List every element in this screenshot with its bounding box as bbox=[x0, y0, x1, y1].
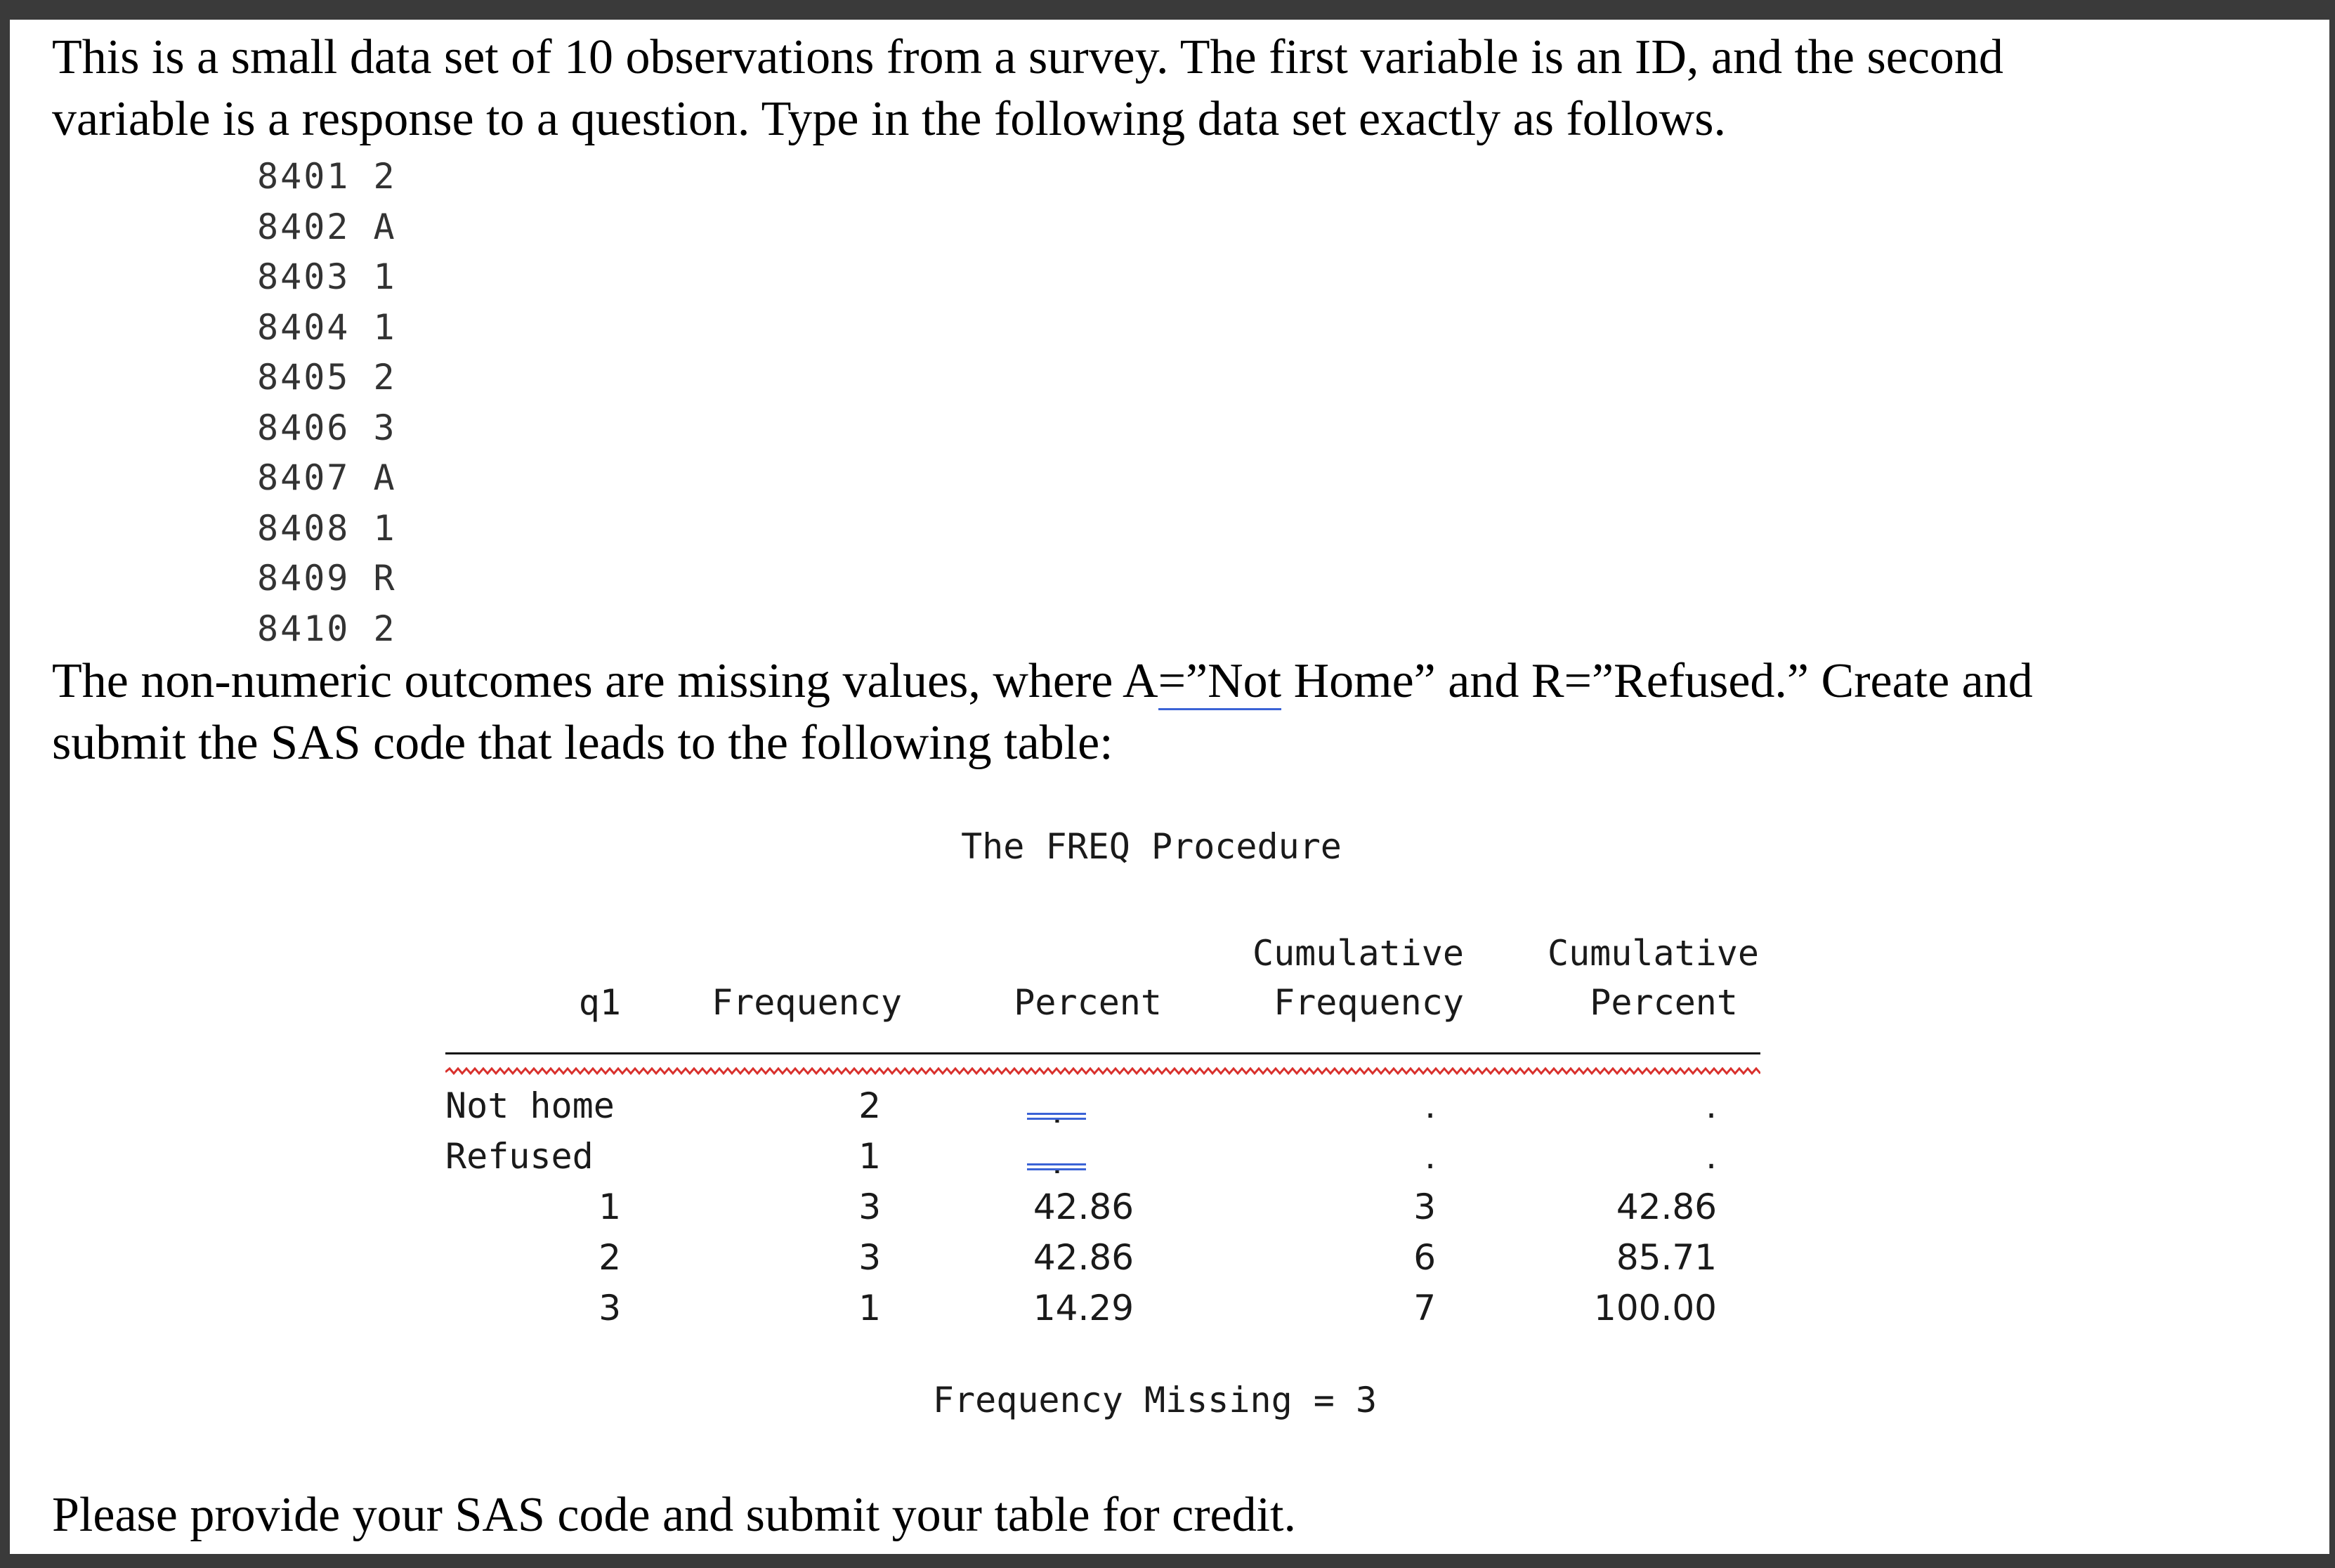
data-row: 8407 A bbox=[257, 457, 397, 498]
row-q1-label: Refused bbox=[445, 1136, 594, 1177]
row-frequency: 3 bbox=[858, 1187, 881, 1227]
data-row: 8402 A bbox=[257, 206, 397, 247]
intro-paragraph bbox=[52, 27, 2300, 150]
row-cum-percent: . bbox=[1706, 1136, 1717, 1177]
data-row: 8404 1 bbox=[257, 306, 397, 348]
row-q1-label: 2 bbox=[599, 1237, 621, 1278]
spelling-error-underline bbox=[445, 1066, 1760, 1076]
row-cum-percent: 85.71 bbox=[1616, 1237, 1717, 1278]
row-q1-label: Not home bbox=[445, 1085, 615, 1126]
row-cum-percent: . bbox=[1706, 1085, 1717, 1126]
row-q1-label: 3 bbox=[599, 1288, 621, 1328]
row-frequency: 1 bbox=[858, 1136, 881, 1177]
grammar-flagged-text[interactable]: =”Not bbox=[1158, 654, 1282, 710]
missing-note-text-before: The non-numeric outcomes are missing values, where A bbox=[52, 654, 1158, 708]
missing-note-text-after: Home” and R=”Refused.” Create and bbox=[1281, 654, 2033, 708]
row-percent: 42.86 bbox=[1033, 1187, 1134, 1227]
col-header-cum-pct-bottom: Percent bbox=[1590, 982, 1738, 1023]
row-cum-percent: 42.86 bbox=[1616, 1187, 1717, 1227]
grammar-double-underline bbox=[1027, 1163, 1086, 1170]
row-frequency: 2 bbox=[858, 1085, 881, 1126]
table-row bbox=[10, 1232, 2329, 1283]
data-set-listing bbox=[257, 152, 397, 654]
row-frequency: 3 bbox=[858, 1237, 881, 1278]
data-row: 8405 2 bbox=[257, 357, 397, 398]
missing-note-line-1 bbox=[52, 651, 2300, 712]
row-cum-frequency: . bbox=[1425, 1085, 1436, 1126]
table-row bbox=[10, 1182, 2329, 1232]
table-row bbox=[10, 1131, 2329, 1182]
data-row: 8410 2 bbox=[257, 608, 397, 649]
row-cum-frequency: 6 bbox=[1413, 1237, 1436, 1278]
missing-values-paragraph bbox=[52, 651, 2300, 774]
closing-instruction: Please provide your SAS code and submit your table for credit. bbox=[52, 1488, 1296, 1542]
grammar-double-underline bbox=[1027, 1113, 1086, 1120]
col-header-cum-freq-bottom: Frequency bbox=[1274, 982, 1464, 1023]
row-cum-frequency: 7 bbox=[1413, 1288, 1436, 1328]
row-frequency: 1 bbox=[858, 1288, 881, 1328]
freq-procedure-title: The FREQ Procedure bbox=[961, 826, 1342, 867]
col-header-q1: q1 bbox=[578, 982, 621, 1023]
row-q1-label: 1 bbox=[599, 1187, 621, 1227]
row-cum-frequency: . bbox=[1425, 1136, 1436, 1177]
row-cum-frequency: 3 bbox=[1413, 1187, 1436, 1227]
data-row: 8409 R bbox=[257, 558, 397, 599]
data-row: 8406 3 bbox=[257, 407, 397, 448]
row-percent: . bbox=[1052, 1141, 1063, 1182]
row-percent-missing[interactable] bbox=[1021, 1131, 1092, 1182]
row-percent: . bbox=[1052, 1090, 1063, 1131]
data-row: 8403 1 bbox=[257, 256, 397, 297]
table-row bbox=[10, 1283, 2329, 1333]
missing-note-line-2: submit the SAS code that leads to the following table: bbox=[52, 716, 1113, 770]
row-percent: 14.29 bbox=[1033, 1288, 1134, 1328]
intro-line-1: This is a small data set of 10 observations from a survey. The first variable is an ID, and the second bbox=[52, 30, 2003, 84]
row-percent-missing[interactable] bbox=[1021, 1080, 1092, 1131]
intro-line-2: variable is a response to a question. Type in the following data set exactly as follows. bbox=[52, 92, 1726, 146]
col-header-cum-pct-top: Cumulative bbox=[1547, 933, 1759, 974]
frequency-missing-note: Frequency Missing = 3 bbox=[932, 1380, 1378, 1420]
table-row bbox=[10, 1080, 2329, 1131]
row-cum-percent: 100.00 bbox=[1594, 1288, 1717, 1328]
table-header-rule bbox=[445, 1052, 1760, 1054]
row-percent: 42.86 bbox=[1033, 1237, 1134, 1278]
document-page bbox=[10, 20, 2329, 1554]
data-row: 8401 2 bbox=[257, 156, 397, 197]
data-row: 8408 1 bbox=[257, 507, 397, 549]
col-header-frequency: Frequency bbox=[712, 982, 902, 1023]
col-header-cum-freq-top: Cumulative bbox=[1252, 933, 1464, 974]
col-header-percent: Percent bbox=[1014, 982, 1162, 1023]
